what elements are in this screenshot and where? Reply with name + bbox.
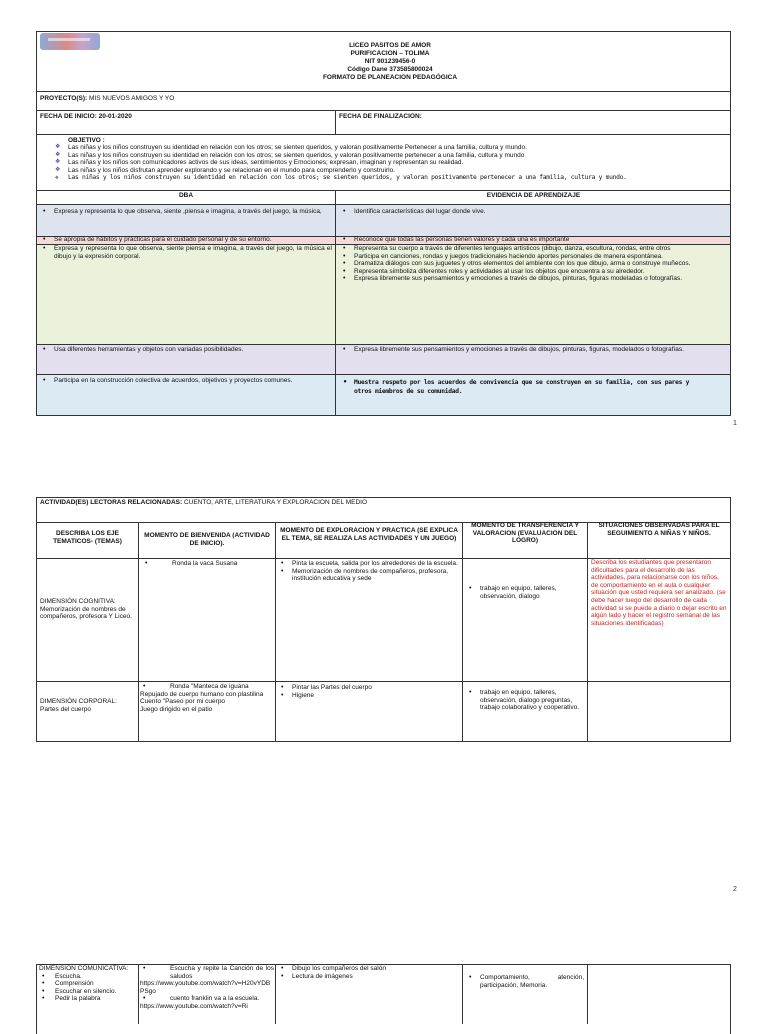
exploration-item: • Lectura de imágenes	[278, 973, 458, 981]
video-link[interactable]: https://www.youtube.com/watch?v=Ri	[140, 1002, 248, 1010]
dimension-cognitive: DIMENSIÓN COGNITIVA: Memorización de nombres de compañeros, profesora Y Liceo.	[40, 598, 132, 621]
evidence-cell	[340, 245, 705, 283]
welcome-cell	[140, 683, 274, 713]
dba-header: DBA	[178, 192, 194, 199]
transfer-cell	[466, 585, 566, 600]
transfer-cell	[466, 689, 584, 712]
evidence-cell	[340, 208, 725, 216]
observed-situations: Describa los estudiantes que presentaron dificultades para el desarrollo de las actividades, para relacionarse con los niños, de comportamiento en el aula o cualquier situación que usted requiera ser analizado. (se debe hacer luego del desarrollo de cada actividad si se puede a diario o dejar escrito en algún lado y hacer el registro semanal de las situaciones identificadas)	[591, 559, 727, 627]
start-date-label: FECHA DE INICIO:	[40, 113, 97, 120]
reading-activities-value: CUENTO, ARTE, LITERATURA Y EXPLORACION DEL MEDIO	[183, 499, 367, 506]
transfer-item: • trabajo en equipo, talleres, observación, dialogo preguntas, trabajo colaborativo y cooperativo.	[466, 689, 584, 712]
project-label: PROYECTO(S):	[40, 95, 88, 102]
objective-item: ❖ Las niñas y los niños construyen su identidad en relación con los otros; se sienten queridos, y valoran positivamente Pertenecer a una familia, cultura y mundo.	[54, 144, 724, 152]
exploration-cell	[278, 684, 458, 699]
school-header	[200, 42, 580, 82]
objective-list	[54, 144, 724, 182]
dba-item: • Usa diferentes herramientas y objetos con variadas posibilidades.	[40, 346, 332, 354]
page-number: 1	[733, 420, 737, 427]
welcome-extra-2: Cuento "Paseo por mi cuerpo	[140, 698, 226, 706]
header-exploration: MOMENTO DE EXPLORACION Y PRACTICA (SE EXPLICA EL TEMA, SE REALIZA LAS ACTIVIDADES Y UN JUEGO)	[280, 527, 458, 542]
evidence-item: • Representa simboliza diferentes roles y actividades al usar los objetos que encuentra a su alrededor.	[340, 268, 705, 276]
header-welcome: MOMENTO DE BIENVENIDA (ACTIVIDAD DE INICIO).	[144, 532, 270, 547]
dimension-communicative	[39, 965, 137, 1003]
reading-activities	[40, 499, 367, 507]
start-date	[40, 113, 132, 121]
dba-cell	[40, 245, 332, 260]
welcome-item: • Ronda "Manteca de iguana	[140, 683, 274, 691]
school-logo	[40, 33, 100, 50]
header-themes: DESCRIBA LOS EJE TEMATICOS- (TEMAS)	[53, 530, 122, 545]
dba-item: • Participa en la construcción colectiva de acuerdos, objetivos y proyectos comunes.	[40, 377, 332, 385]
evidence-item: • Dramatiza diálogos con sus juguetes y otros elementos del ambiente con los que dibujo, arma o construye muñecos.	[340, 260, 705, 268]
welcome-extra-3: Juego dirigido en el patio	[140, 705, 213, 713]
school-dane: Código Dane 373585800024	[347, 66, 433, 73]
dba-item: • Expresa y representa lo que observa, siente ,piensa e imagina, a través del juego, la música,	[40, 208, 332, 216]
transfer-item: • Comportamiento, atención, participación, Memoria.	[466, 974, 584, 989]
evidence-item: • Identifica características del lugar donde vive.	[340, 208, 725, 216]
evidence-item: • Reconoce que todas las personas tienen valores y cada una es importante	[340, 236, 725, 244]
transfer-cell	[466, 974, 584, 989]
project-value: MIS NUEVOS AMIGOS Y YO	[89, 95, 175, 102]
objective-item: ❖ Las niñas y los niños son comunicadores activos de sus ideas, sentimientos y Emociones; expresan, imaginan y representan su realidad.	[54, 159, 724, 167]
evidence-item: • Representa su cuerpo a través de diferentes lenguajes artísticos (dibujo, danza, escultura, rondas, entre otros	[340, 245, 705, 253]
exploration-item: • Pintar las Partes del cuerpo	[278, 684, 458, 692]
objective-item: ❖ Las niñas y los niños construyen su identidad en relación con los otros; se sienten queridos, y valoran positivamente pertenecer a una familia, cultura y mundo	[54, 152, 724, 160]
welcome-cell	[142, 560, 272, 568]
header-transfer: MOMENTO DE TRANSFERENCIA Y VALORACION (EVALUACION DEL LOGRO)	[471, 522, 579, 545]
exploration-item: • Dibujo los compañeros del salón	[278, 965, 458, 973]
evidence-item: • Participa en canciones, rondas y juegos tradicionales haciendo aportes personales de manera espontánea.	[340, 253, 705, 261]
exploration-cell	[278, 560, 458, 583]
welcome-cell	[140, 965, 274, 1011]
transfer-item: • trabajo en equipo, talleres, observación, dialogo	[466, 585, 566, 600]
dimension-item: • Pedir la palabra	[39, 995, 137, 1003]
dba-cell	[40, 208, 332, 216]
school-name: LICEO PASITOS DE AMOR	[349, 42, 431, 49]
reading-activities-label: ACTIVIDAD(ES) LECTORAS RELACIONADAS:	[40, 499, 183, 506]
dba-item: • Expresa y representa lo que observa, siente piensa e imagina, a través del juego, la música el dibujo y la expresión corporal.	[40, 245, 332, 260]
start-date-value: 20-01-2020	[98, 113, 132, 120]
format-title: FORMATO DE PLANEACION PEDAGÓGICA	[322, 74, 458, 81]
objective-item: ❖ Las niñas y los niños disfrutan aprender explorando y se relacionan en el mundo para comprenderlo y construirlo.	[54, 167, 724, 175]
dba-cell	[40, 346, 332, 354]
evidence-cell	[340, 378, 710, 396]
exploration-item: • Pinta la escuela, salida por los alrededores de la escuela.	[278, 560, 458, 568]
evidence-cell	[340, 346, 705, 354]
page-number: 2	[733, 886, 737, 893]
dba-cell	[40, 236, 332, 244]
objective-label: OBJETIVO :	[68, 137, 105, 144]
evidence-header: EVIDENCIA DE APRENDIZAJE	[486, 192, 581, 199]
objective-item: ❖ Las niñas y los niños construyen su identidad en relación con los otros; se sienten queridos, y valoran positivamente pertenecer a una familia, cultura y mundo.	[54, 174, 724, 182]
dimension-item: • Escuchar en silencio.	[39, 988, 137, 996]
exploration-item: • Higiene	[278, 692, 458, 700]
video-link[interactable]: https://www.youtube.com/watch?v=H20vYDBPSgo	[140, 980, 271, 995]
welcome-item: • Escucha y repite la Canción de los saludos	[140, 965, 274, 980]
header-observed: SITUACIONES OBSERVADAS PARA EL SEGUIMIENTO A NIÑAS Y NIÑOS.	[598, 522, 720, 537]
dimension-item: • Escucha.	[39, 973, 137, 981]
dimension-communicative-title: DIMENSION COMUNICATIVA:	[39, 965, 129, 972]
exploration-item: • Memorización de nombres de compañeros, profesora, institución educativa y sede	[278, 568, 458, 583]
welcome-item: • Ronda la vaca Susana	[142, 560, 272, 568]
evidence-cell	[340, 236, 725, 244]
end-date-label: FECHA DE FINALIZACION:	[339, 113, 422, 120]
school-nit: NIT 901239456-0	[364, 58, 416, 65]
school-location: PURIFICACION – TOLIMA	[350, 50, 430, 57]
welcome-extra-1: Repujado de cuerpo humano con plastilina	[140, 690, 264, 698]
project-line	[40, 95, 174, 103]
evidence-item: • Expresa libremente sus pensamientos y emociones a través de dibujos, pinturas, figuras modeladas o fotografías.	[340, 275, 705, 283]
exploration-cell	[278, 965, 458, 980]
dba-cell	[40, 377, 332, 385]
evidence-item: • Expresa libremente sus pensamientos y emociones a través de dibujos, pinturas, figuras, modelados o fotografías.	[340, 346, 705, 354]
welcome-item: • cuento franklin va a la escuela.	[140, 995, 274, 1003]
evidence-item: • Muestra respeto por los acuerdos de convivencia que se construyen en su familia, con sus pares y otros miembros de su comunidad.	[340, 378, 710, 396]
dba-item: • Se apropia de hábitos y prácticas para el cuidado personal y de su entorno.	[40, 236, 332, 244]
dimension-corporal: DIMENSIÓN CORPORAL: Partes del cuerpo	[40, 698, 117, 713]
dimension-item: • Comprensión	[39, 980, 137, 988]
